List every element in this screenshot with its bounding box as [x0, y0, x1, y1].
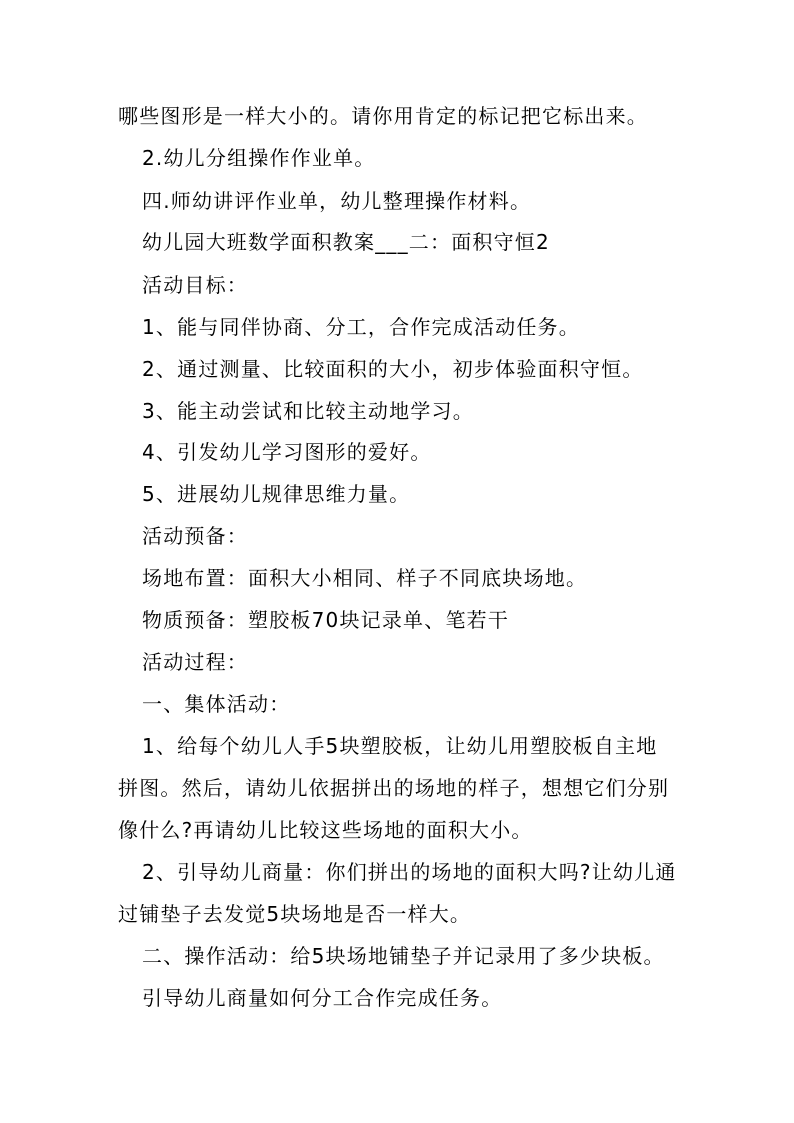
- text-line: 2.幼儿分组操作作业单。: [142, 146, 376, 170]
- text-line: 拼图。然后，请幼儿依据拼出的场地的样子，想想它们分别: [118, 776, 670, 800]
- list-item: 4、引发幼儿学习图形的爱好。: [142, 440, 432, 464]
- text-line: 场地布置：面积大小相同、样子不同底块场地。: [142, 566, 588, 590]
- text-line: 幼儿园大班数学面积教案___二：面积守恒2: [142, 230, 550, 254]
- text-line: 物质预备：塑胶板70块记录单、笔若干: [142, 608, 510, 632]
- section-heading: 一、集体活动：: [142, 692, 291, 716]
- text-line: 过铺垫子去发觉5块场地是否一样大。: [118, 902, 472, 926]
- list-item: 2、通过测量、比较面积的大小，初步体验面积守恒。: [142, 357, 644, 381]
- text-line: 哪些图形是一样大小的。请你用肯定的标记把它标出来。: [118, 104, 648, 128]
- list-item: 1、能与同伴协商、分工，合作完成活动任务。: [142, 315, 580, 339]
- text-line: 引导幼儿商量如何分工合作完成任务。: [142, 986, 503, 1010]
- text-line: 四.师幼讲评作业单，幼儿整理操作材料。: [142, 189, 532, 213]
- section-heading: 活动目标：: [142, 273, 248, 297]
- section-heading: 活动预备：: [142, 524, 248, 548]
- text-line: 像什么?再请幼儿比较这些场地的面积大小。: [118, 818, 533, 842]
- text-line: 1、给每个幼儿人手5块塑胶板，让幼儿用塑胶板自主地: [142, 734, 658, 758]
- section-heading: 活动过程：: [142, 650, 248, 674]
- text-line: 2、引导幼儿商量：你们拼出的场地的面积大吗?让幼儿通: [142, 860, 677, 884]
- list-item: 3、能主动尝试和比较主动地学习。: [142, 399, 474, 423]
- list-item: 5、进展幼儿规律思维力量。: [142, 482, 411, 506]
- text-line: 二、操作活动：给5块场地铺垫子并记录用了多少块板。: [142, 944, 665, 968]
